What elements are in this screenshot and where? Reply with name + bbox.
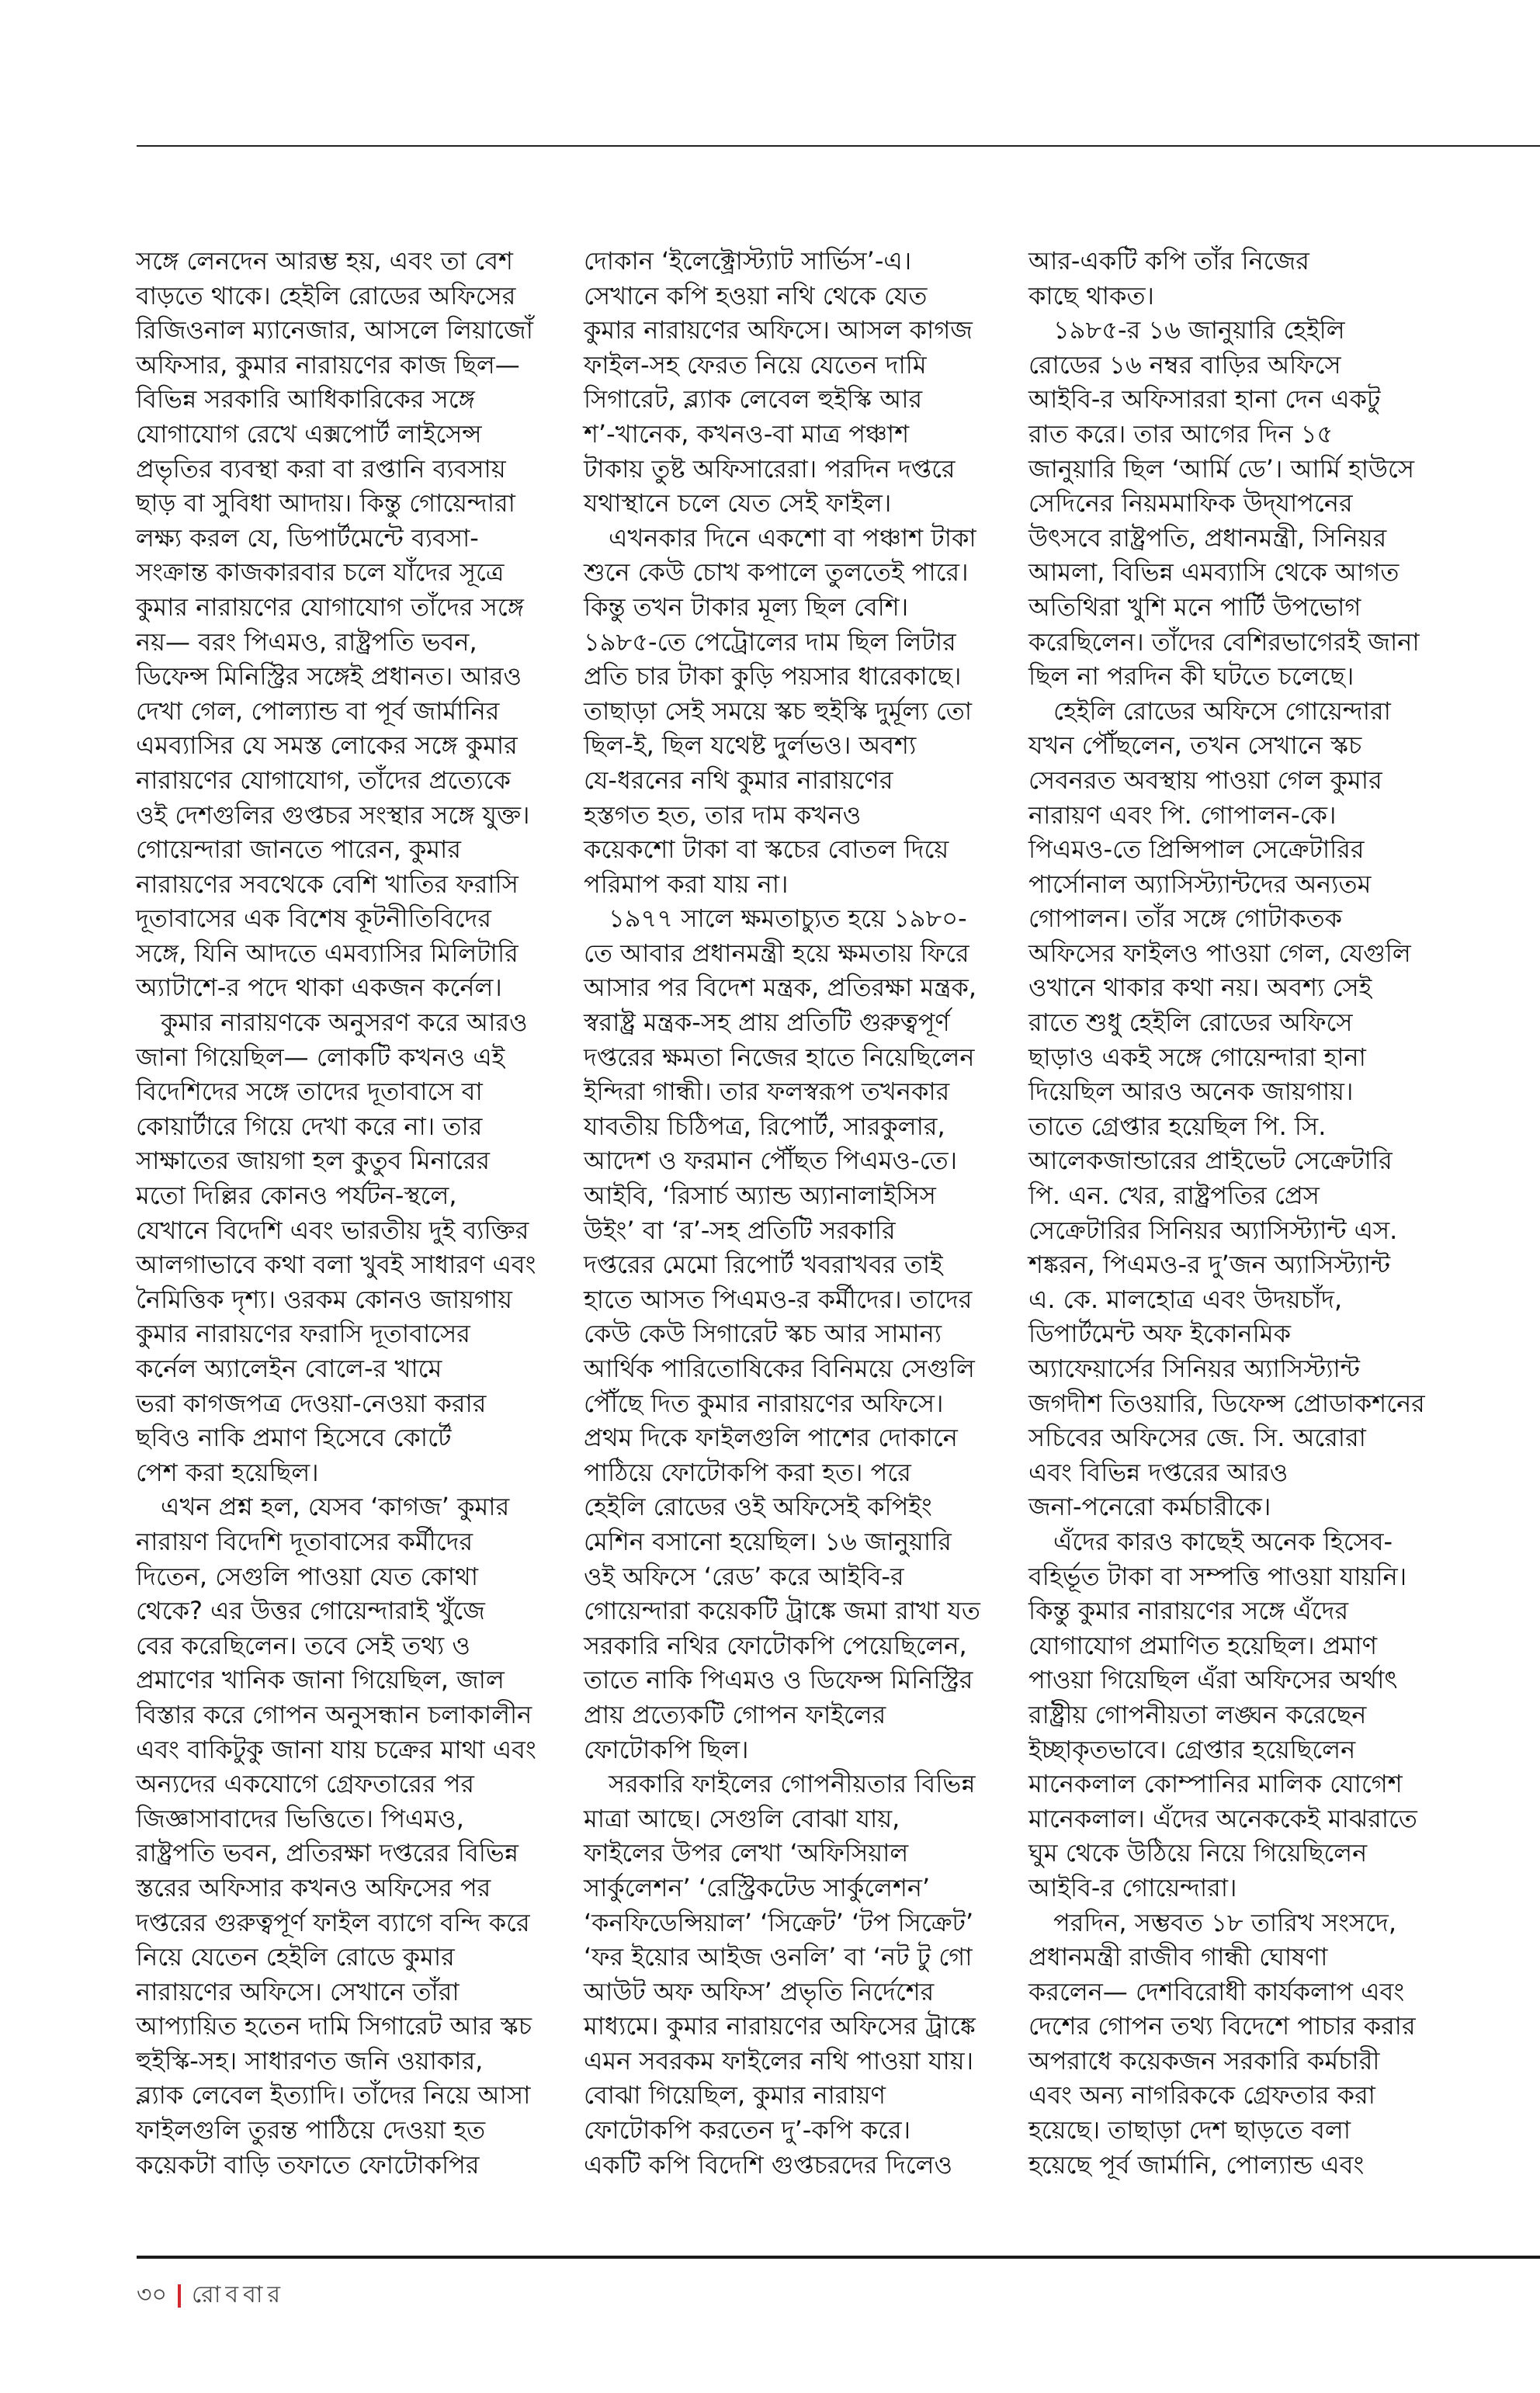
- text-line: এবং বাকিটুকু জানা যায় চক্রের মাথা এবং: [136, 1734, 536, 1764]
- text-line: তাতে নাকি পিএমও ও ডিফেন্স মিনিস্ট্রির: [584, 1665, 973, 1695]
- text-line: থেকে? এর উত্তর গোয়েন্দারাই খুঁজে: [136, 1596, 485, 1626]
- text-line: বিদেশিদের সঙ্গে তাদের দূতাবাসে বা: [136, 1077, 483, 1107]
- text-line: এখন প্রশ্ন হল, যেসব ‘কাগজ’ কুমার: [161, 1492, 510, 1522]
- text-line: ফোটোকপি করতেন দু’-কপি করে।: [584, 2115, 911, 2145]
- article-column-3: [1028, 244, 1463, 2182]
- text-line: বাড়তে থাকে। হেইলি রোডের অফিসের: [136, 280, 516, 310]
- text-line: প্রায় প্রত্যেকটি গোপন ফাইলের: [584, 1699, 886, 1729]
- text-line: তে আবার প্রধানমন্ত্রী হয়ে ক্ষমতায় ফিরে: [584, 938, 969, 968]
- text-line: ভরা কাগজপত্র দেওয়া-নেওয়া করার: [136, 1388, 487, 1418]
- text-line: ১৯৮৫-তে পেট্রোলের দাম ছিল লিটার: [584, 626, 956, 657]
- text-line: দেশের গোপন তথ্য বিদেশে পাচার করার: [1028, 2011, 1416, 2041]
- text-line: গোপালন। তাঁর সঙ্গে গোটাকতক: [1028, 903, 1342, 934]
- page-footer: [137, 2276, 285, 2315]
- text-line: পরদিন, সম্ভবত ১৮ তারিখ সংসদে,: [1053, 1907, 1396, 1937]
- text-line: অন্যদের একযোগে গ্রেফতারের পর: [136, 1769, 475, 1799]
- text-line: রাত করে। তার আগের দিন ১৫: [1028, 418, 1334, 449]
- text-line: নারায়ণের যোগাযোগ, তাঁদের প্রত্যেকে: [136, 765, 511, 795]
- footer-separator: [178, 2284, 181, 2308]
- text-line: কাছে থাকত।: [1028, 280, 1154, 310]
- text-line: অ্যাটাশে-র পদে থাকা একজন কর্নেল।: [136, 973, 502, 1003]
- text-line: সাক্ষাতের জায়গা হল কুতুব মিনারের: [136, 1146, 491, 1176]
- text-line: জানুয়ারি ছিল ‘আর্মি ডে’। আর্মি হাউসে: [1028, 453, 1414, 484]
- text-line: বিভিন্ন সরকারি আধিকারিকের সঙ্গে: [136, 384, 475, 414]
- article-paragraph: [1028, 1906, 1463, 2183]
- text-line: নয়— বরং পিএমও, রাষ্ট্রপতি ভবন,: [136, 626, 477, 657]
- article-paragraph: [584, 244, 1018, 521]
- text-line: এঁদের কারও কাছেই অনেক হিসেব-: [1053, 1526, 1393, 1556]
- text-line: ডিপার্টমেন্ট অফ ইকোনমিক: [1028, 1319, 1291, 1349]
- article-column-1: [136, 244, 571, 2182]
- text-line: দিয়েছিল আরও অনেক জায়গায়।: [1028, 1077, 1354, 1107]
- text-line: নিয়ে যেতেন হেইলি রোডে কুমার: [136, 1942, 455, 1972]
- text-line: হেইলি রোডের ওই অফিসেই কপিইং: [584, 1492, 932, 1522]
- article-paragraph: [1028, 694, 1463, 1524]
- text-line: সার্কুলেশন’ ‘রেস্ট্রিকটেড সার্কুলেশন’: [584, 1872, 931, 1902]
- text-line: কোয়ার্টারে গিয়ে দেখা করে না। তার: [136, 1111, 483, 1141]
- text-line: প্রভৃতির ব্যবস্থা করা বা রপ্তানি ব্যবসায়: [136, 453, 506, 484]
- text-line: পি. এন. খের, রাষ্ট্রপতির প্রেস: [1028, 1181, 1320, 1211]
- text-line: দোকান ‘ইলেক্ট্রোস্ট্যাট সার্ভিস’-এ।: [584, 246, 912, 276]
- text-line: আইবি-র গোয়েন্দারা।: [1028, 1872, 1237, 1902]
- text-line: একটি কপি বিদেশি গুপ্তচরদের দিলেও: [584, 2149, 953, 2180]
- text-line: বিস্তার করে গোপন অনুসন্ধান চলাকালীন: [136, 1699, 532, 1729]
- text-line: যখন পৌঁছলেন, তখন সেখানে স্কচ: [1028, 730, 1362, 761]
- text-line: অপরাধে কয়েকজন সরকারি কর্মচারী: [1028, 2045, 1380, 2076]
- text-line: ‘কনফিডেন্সিয়াল’ ‘সিক্রেট’ ‘টপ সিক্রেট’: [584, 1907, 974, 1937]
- text-line: পিএমও-তে প্রিন্সিপাল সেক্রেটারির: [1028, 834, 1365, 865]
- text-line: শঙ্করন, পিএমও-র দু’জন অ্যাসিস্ট্যান্ট: [1028, 1250, 1391, 1280]
- text-line: এখনকার দিনে একশো বা পঞ্চাশ টাকা: [609, 522, 976, 553]
- text-line: প্রথম দিকে ফাইলগুলি পাশের দোকানে: [584, 1423, 958, 1453]
- text-line: তাতে গ্রেপ্তার হয়েছিল পি. সি.: [1028, 1111, 1327, 1141]
- magazine-name: রোববার: [192, 2281, 285, 2308]
- text-line: দপ্তরের মেমো রিপোর্ট খবরাখবর তাই: [584, 1250, 943, 1280]
- text-line: রাষ্ট্রীয় গোপনীয়তা লঙ্ঘন করেছেন: [1028, 1699, 1367, 1729]
- text-line: পাওয়া গিয়েছিল এঁরা অফিসের অর্থাৎ: [1028, 1665, 1398, 1695]
- article-paragraph: [1028, 1524, 1463, 1906]
- text-line: এবং বিভিন্ন দপ্তরের আরও: [1028, 1457, 1289, 1487]
- text-line: সেক্রেটারির সিনিয়র অ্যাসিস্ট্যান্ট এস.: [1028, 1215, 1398, 1245]
- text-line: স্তরের অফিসার কখনও অফিসের পর: [136, 1872, 491, 1902]
- text-line: ছিল না পরদিন কী ঘটতে চলেছে।: [1028, 661, 1354, 692]
- text-line: তাছাড়া সেই সময়ে স্কচ হুইস্কি দুর্মূল্য তো: [584, 695, 973, 726]
- text-line: নারায়ণ এবং পি. গোপালন-কে।: [1028, 799, 1337, 830]
- text-line: বহির্ভূত টাকা বা সম্পত্তি পাওয়া যায়নি।: [1028, 1561, 1407, 1591]
- text-line: আলেকজান্ডারের প্রাইভেট সেক্রেটারি: [1028, 1146, 1393, 1176]
- text-line: আর-একটি কপি তাঁর নিজের: [1028, 246, 1309, 276]
- text-line: করেছিলেন। তাঁদের বেশিরভাগেরই জানা: [1028, 626, 1420, 657]
- text-line: শুনে কেউ চোখ কপালে তুলতেই পারে।: [584, 557, 969, 588]
- text-line: আমলা, বিভিন্ন এমব্যাসি থেকে আগত: [1028, 557, 1400, 588]
- text-line: দূতাবাসের এক বিশেষ কূটনীতিবিদের: [136, 903, 491, 934]
- text-line: আইবি, ‘রিসার্চ অ্যান্ড অ্যানালাইসিস: [584, 1181, 936, 1211]
- text-line: রিজিওনাল ম্যানেজার, আসলে লিয়াজোঁ: [136, 315, 533, 345]
- text-line: কুমার নারায়ণের ফরাসি দূতাবাসের: [136, 1319, 470, 1349]
- article-paragraph: [136, 1005, 571, 1490]
- text-line: যথাস্থানে চলে যেত সেই ফাইল।: [584, 488, 892, 518]
- text-line: আদেশ ও ফরমান পৌঁছত পিএমও-তে।: [584, 1146, 958, 1176]
- text-line: সঙ্গে লেনদেন আরম্ভ হয়, এবং তা বেশ: [136, 246, 513, 276]
- text-line: জনা-পনেরো কর্মচারীকে।: [1028, 1492, 1271, 1522]
- text-line: হুইস্কি-সহ। সাধারণত জনি ওয়াকার,: [136, 2045, 484, 2076]
- text-line: স্বরাষ্ট্র মন্ত্রক-সহ প্রায় প্রতিটি গুরুত্বপূর্ণ: [584, 1007, 950, 1038]
- text-line: কুমার নারায়ণকে অনুসরণ করে আরও: [161, 1007, 528, 1038]
- text-line: ওই অফিসে ‘রেড’ করে আইবি-র: [584, 1561, 904, 1591]
- text-line: যোগাযোগ প্রমাণিত হয়েছিল। প্রমাণ: [1028, 1630, 1378, 1660]
- text-line: ছিল-ই, ছিল যথেষ্ট দুর্লভও। অবশ্য: [584, 730, 917, 761]
- text-line: রোডের ১৬ নম্বর বাড়ির অফিসে: [1028, 349, 1341, 380]
- article-paragraph: [136, 244, 571, 1005]
- text-line: কয়েকটা বাড়ি তফাতে ফোটোকপির: [136, 2149, 480, 2180]
- text-line: নৈমিত্তিক দৃশ্য। ওরকম কোনও জায়গায়: [136, 1284, 513, 1314]
- article-paragraph: [584, 521, 1018, 902]
- text-line: এমব্যাসির যে সমস্ত লোকের সঙ্গে কুমার: [136, 730, 518, 761]
- text-line: এ. কে. মালহোত্র এবং উদয়চাঁদ,: [1028, 1284, 1343, 1314]
- article-paragraph: [136, 1490, 571, 2182]
- text-line: কয়েকশো টাকা বা স্কচের বোতল দিয়ে: [584, 834, 949, 865]
- text-line: আসার পর বিদেশ মন্ত্রক, প্রতিরক্ষা মন্ত্রক,: [584, 973, 977, 1003]
- text-line: গোয়েন্দারা জানতে পারেন, কুমার: [136, 834, 461, 865]
- article-paragraph: [1028, 244, 1463, 313]
- text-line: ফাইল-সহ ফেরত নিয়ে যেতেন দামি: [584, 349, 927, 380]
- text-line: পরিমাপ করা যায় না।: [584, 869, 789, 899]
- text-line: আপ্যায়িত হতেন দামি সিগারেট আর স্কচ: [136, 2011, 532, 2041]
- text-line: অফিসার, কুমার নারায়ণের কাজ ছিল—: [136, 349, 520, 380]
- text-line: জগদীশ তিওয়ারি, ডিফেন্স প্রোডাকশনের: [1028, 1388, 1425, 1418]
- text-line: বের করেছিলেন। তবে সেই তথ্য ও: [136, 1630, 470, 1660]
- text-line: মাধ্যমে। কুমার নারায়ণের অফিসের ট্রাঙ্কে: [584, 2011, 976, 2041]
- text-line: ফোটোকপি ছিল।: [584, 1734, 749, 1764]
- text-line: সংক্রান্ত কাজকারবার চলে যাঁদের সূত্রে: [136, 557, 505, 588]
- text-line: সেখানে কপি হওয়া নথি থেকে যেত: [584, 280, 928, 310]
- text-line: পাঠিয়ে ফোটোকপি করা হত। পরে: [584, 1457, 911, 1487]
- text-line: যোগাযোগ রেখে এক্সপোর্ট লাইসেন্স: [136, 418, 482, 449]
- text-line: ফাইলগুলি তুরন্ত পাঠিয়ে দেওয়া হত: [136, 2115, 486, 2145]
- text-line: হস্তগত হত, তার দাম কখনও: [584, 799, 862, 830]
- footer-rule: [137, 2256, 1540, 2259]
- text-line: ডিফেন্স মিনিস্ট্রির সঙ্গেই প্রধানত। আরও: [136, 661, 522, 692]
- text-line: দেখা গেল, পোল্যান্ড বা পূর্ব জার্মানির: [136, 695, 500, 726]
- text-line: সিগারেট, ব্ল্যাক লেবেল হুইস্কি আর: [584, 384, 923, 414]
- text-line: নারায়ণের সবথেকে বেশি খাতির ফরাসি: [136, 869, 519, 899]
- text-line: সরকারি নথির ফোটোকপি পেয়েছিলেন,: [584, 1630, 967, 1660]
- text-line: ওই দেশগুলির গুপ্তচর সংস্থার সঙ্গে যুক্ত।: [136, 799, 530, 830]
- text-line: আর্থিক পারিতোষিকের বিনিময়ে সেগুলি: [584, 1354, 975, 1383]
- text-line: দিতেন, সেগুলি পাওয়া যেত কোথা: [136, 1561, 479, 1591]
- text-line: পৌঁছে দিত কুমার নারায়ণের অফিসে।: [584, 1388, 944, 1418]
- text-line: গোয়েন্দারা কয়েকটি ট্রাঙ্কে জমা রাখা যত: [584, 1596, 980, 1626]
- text-line: ফাইলের উপর লেখা ‘অফিসিয়াল: [584, 1838, 909, 1868]
- text-line: উইং’ বা ‘র’-সহ প্রতিটি সরকারি: [584, 1215, 896, 1245]
- text-line: কেউ কেউ সিগারেট স্কচ আর সামান্য: [584, 1319, 942, 1349]
- text-line: ১৯৮৫-র ১৬ জানুয়ারি হেইলি: [1053, 315, 1345, 345]
- text-line: মেশিন বসানো হয়েছিল। ১৬ জানুয়ারি: [584, 1526, 952, 1556]
- text-line: বোঝা গিয়েছিল, কুমার নারায়ণ: [584, 2080, 886, 2110]
- text-line: রাতে শুধু হেইলি রোডের অফিসে: [1028, 1007, 1353, 1038]
- text-line: আউট অফ অফিস’ প্রভৃতি নির্দেশের: [584, 1976, 935, 2006]
- text-line: সেদিনের নিয়মমাফিক উদ্‌যাপনের: [1028, 488, 1353, 518]
- text-line: করলেন— দেশবিরোধী কার্যকলাপ এবং: [1028, 1976, 1405, 2006]
- text-line: হাতে আসত পিএমও-র কর্মীদের। তাদের: [584, 1284, 973, 1314]
- text-line: প্রমাণের খানিক জানা গিয়েছিল, জাল: [136, 1665, 505, 1695]
- text-line: ঘুম থেকে উঠিয়ে নিয়ে গিয়েছিলেন: [1028, 1838, 1368, 1868]
- article-paragraph: [584, 1767, 1018, 2182]
- text-line: পেশ করা হয়েছিল।: [136, 1457, 319, 1487]
- text-line: আলগাভাবে কথা বলা খুবই সাধারণ এবং: [136, 1250, 536, 1280]
- text-line: আইবি-র অফিসাররা হানা দেন একটু: [1028, 384, 1381, 414]
- article-column-2: [584, 244, 1018, 2182]
- text-line: সরকারি ফাইলের গোপনীয়তার বিভিন্ন: [609, 1769, 976, 1799]
- text-line: কর্নেল অ্যালেইন বোলে-র খামে: [136, 1354, 442, 1383]
- text-line: রাষ্ট্রপতি ভবন, প্রতিরক্ষা দপ্তরের বিভিন্ন: [136, 1838, 519, 1868]
- text-line: মতো দিল্লির কোনও পর্যটন-স্থলে,: [136, 1181, 457, 1211]
- text-line: প্রতি চার টাকা কুড়ি পয়সার ধারেকাছে।: [584, 661, 962, 692]
- text-line: অ্যাফেয়ার্সের সিনিয়র অ্যাসিস্ট্যান্ট: [1028, 1354, 1360, 1383]
- text-line: কিন্তু কুমার নারায়ণের সঙ্গে এঁদের: [1028, 1596, 1349, 1626]
- text-line: পার্সোনাল অ্যাসিস্ট্যান্টদের অন্যতম: [1028, 869, 1372, 899]
- text-line: ওখানে থাকার কথা নয়। অবশ্য সেই: [1028, 973, 1372, 1003]
- text-line: ছবিও নাকি প্রমাণ হিসেবে কোর্টে: [136, 1423, 452, 1453]
- text-line: শ’-খানেক, কখনও-বা মাত্র পঞ্চাশ: [584, 418, 910, 449]
- text-line: ছাড়াও একই সঙ্গে গোয়েন্দারা হানা: [1028, 1042, 1366, 1072]
- text-line: জানা গিয়েছিল— লোকটি কখনও এই: [136, 1042, 505, 1072]
- text-line: সেবনরত অবস্থায় পাওয়া গেল কুমার: [1028, 765, 1382, 795]
- text-line: যেখানে বিদেশি এবং ভারতীয় দুই ব্যক্তির: [136, 1215, 529, 1245]
- text-line: ১৯৭৭ সালে ক্ষমতাচ্যুত হয়ে ১৯৮০-: [609, 903, 967, 934]
- text-line: অফিসের ফাইলও পাওয়া গেল, যেগুলি: [1028, 938, 1411, 968]
- article-paragraph: [1028, 313, 1463, 694]
- text-line: ইচ্ছাকৃতভাবে। গ্রেপ্তার হয়েছিলেন: [1028, 1734, 1356, 1764]
- text-line: হয়েছে পূর্ব জার্মানি, পোল্যান্ড এবং: [1028, 2149, 1365, 2180]
- text-line: ব্ল্যাক লেবেল ইত্যাদি। তাঁদের নিয়ে আসা: [136, 2080, 531, 2110]
- text-line: জিজ্ঞাসাবাদের ভিত্তিতে। পিএমও,: [136, 1803, 464, 1833]
- text-line: মাত্রা আছে। সেগুলি বোঝা যায়,: [584, 1803, 900, 1833]
- text-line: এমন সবরকম ফাইলের নথি পাওয়া যায়।: [584, 2045, 974, 2076]
- text-line: কুমার নারায়ণের অফিসে। আসল কাগজ: [584, 315, 973, 345]
- text-line: যাবতীয় চিঠিপত্র, রিপোর্ট, সারকুলার,: [584, 1111, 945, 1141]
- text-line: অতিথিরা খুশি মনে পার্টি উপভোগ: [1028, 591, 1361, 622]
- text-line: দপ্তরের ক্ষমতা নিজের হাতে নিয়েছিলেন: [584, 1042, 975, 1072]
- text-line: টাকায় তুষ্ট অফিসারেরা। পরদিন দপ্তরে: [584, 453, 956, 484]
- text-line: উৎসবে রাষ্ট্রপতি, প্রধানমন্ত্রী, সিনিয়র: [1028, 522, 1387, 553]
- article-paragraph: [584, 901, 1018, 1767]
- header-rule: [137, 145, 1540, 147]
- text-line: মানেকলাল। এঁদের অনেককেই মাঝরাতে: [1028, 1803, 1417, 1833]
- text-line: সঙ্গে, যিনি আদতে এমব্যাসির মিলিটারি: [136, 938, 519, 968]
- text-line: এবং অন্য নাগরিককে গ্রেফতার করা: [1028, 2080, 1375, 2110]
- text-line: প্রধানমন্ত্রী রাজীব গান্ধী ঘোষণা: [1028, 1942, 1328, 1972]
- text-line: কুমার নারায়ণের যোগাযোগ তাঁদের সঙ্গে: [136, 591, 524, 622]
- text-line: দপ্তরের গুরুত্বপূর্ণ ফাইল ব্যাগে বন্দি করে: [136, 1907, 530, 1937]
- text-line: হয়েছে। তাছাড়া দেশ ছাড়তে বলা: [1028, 2115, 1351, 2145]
- text-line: ‘ফর ইয়োর আইজ ওনলি’ বা ‘নট টু গো: [584, 1942, 973, 1972]
- text-line: যে-ধরনের নথি কুমার নারায়ণের: [584, 765, 893, 795]
- page-number: ৩০: [137, 2281, 168, 2308]
- text-line: সচিবের অফিসের জে. সি. অরোরা: [1028, 1423, 1366, 1453]
- text-line: ইন্দিরা গান্ধী। তার ফলস্বরূপ তখনকার: [584, 1077, 950, 1107]
- text-line: লক্ষ্য করল যে, ডিপার্টমেন্টে ব্যবসা-: [136, 522, 479, 553]
- text-line: নারায়ণের অফিসে। সেখানে তাঁরা: [136, 1976, 460, 2006]
- text-line: নারায়ণ বিদেশি দূতাবাসের কর্মীদের: [136, 1526, 473, 1556]
- text-line: ছাড় বা সুবিধা আদায়। কিন্তু গোয়েন্দারা: [136, 488, 515, 518]
- text-line: কিন্তু তখন টাকার মূল্য ছিল বেশি।: [584, 591, 909, 622]
- text-line: মানেকলাল কোম্পানির মালিক যোগেশ: [1028, 1769, 1403, 1799]
- text-line: হেইলি রোডের অফিসে গোয়েন্দারা: [1053, 695, 1391, 726]
